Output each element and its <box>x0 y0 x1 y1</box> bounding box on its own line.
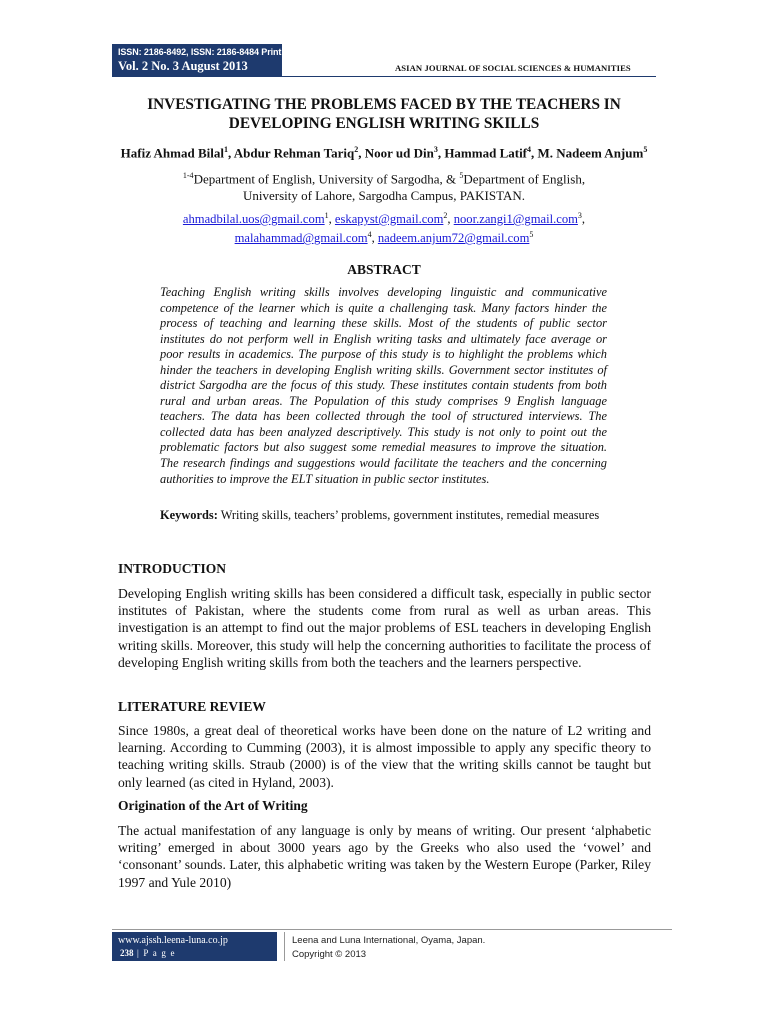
footer-separator <box>284 932 285 961</box>
keywords <box>160 507 607 523</box>
footer-publisher: Leena and Luna International, Oyama, Japan. <box>292 935 486 946</box>
footer-box <box>112 932 277 961</box>
origination-text: The actual manifestation of any language is only by means of writing. Our present ‘alphabetic writing’ emerged in about 3000 years ago by the Greeks who also used the ‘vowel’ and ‘consonant’ sounds. Later, this alphabetic writing was taken by the Western Europe (Parker, Riley 1997 and Yule 2010) <box>118 823 651 890</box>
abstract-heading: ABSTRACT <box>347 262 421 277</box>
keywords-text: Writing skills, teachers’ problems, government institutes, remedial measures <box>220 508 600 522</box>
author-sup: 4 <box>527 145 532 154</box>
author-name: Hammad Latif <box>444 145 528 161</box>
introduction-text: Developing English writing skills has been considered a difficult task, especially in public sector institutes of Pakistan, where the students come from rural as well as urban areas. This investigation is an attempt to find out the major problems of ESL teachers in developing English writing skills. Moreover, this study will help the concerning authorities to facilitate the process of developing English writing skills from both the teachers and the learners perspective. <box>118 586 651 670</box>
author-emails: ahmadbilal.uos@gmail.com$^1$, eskapyst@gmail.com$^2$, noor.zangi1@gmail.com$^3$, malahammad@gmail.com$^4$, nadeem.anjum72@gmail.com$^5$ <box>182 211 586 246</box>
email-link[interactable]: malahammad@gmail.com <box>234 231 368 246</box>
email-sup: 2 <box>443 211 448 220</box>
author-sup: 2 <box>354 145 359 154</box>
affiliation-line-2: University of Lahore, Sargodha Campus, PAKISTAN. <box>242 188 526 204</box>
author-name: Hafiz Ahmad Bilal <box>120 145 224 161</box>
email-sup: 5 <box>529 230 534 240</box>
journal-header-box <box>112 44 282 76</box>
volume-text: Vol. 2 No. 3 August 2013 <box>118 59 248 73</box>
email-link[interactable]: nadeem.anjum72@gmail.com <box>377 231 530 246</box>
affiliation <box>112 167 656 204</box>
page-label: | P a g e <box>136 948 176 958</box>
affiliation-line-1 <box>112 167 656 187</box>
email-sup: 4 <box>367 230 372 240</box>
affiliation-part-1: Department of English, University of Sargodha, & <box>193 171 460 187</box>
header-divider <box>112 76 656 77</box>
literature-review-heading: LITERATURE REVIEW <box>118 699 266 714</box>
literature-review-text: Since 1980s, a great deal of theoretical works have been done on the nature of L2 writing and learning. According to Cumming (2003), it is almost impossible to apply any specific theory to teaching writing skills. Straub (2000) is of the view that the writing skills cannot be taught but only learned (as cited in Hyland, 2003). <box>118 723 651 790</box>
footer-url[interactable]: www.ajssh.leena-luna.co.jp <box>118 935 228 946</box>
origination-heading: Origination of the Art of Writing <box>118 798 308 813</box>
author-list: Hafiz Ahmad Bilal$^1$, Abdur Rehman Tariq$^2$, Noor ud Din$^3$, Hammad Latif$^4$, M. Nadeem Anjum$^5$ <box>120 145 648 161</box>
introduction-heading: INTRODUCTION <box>118 561 227 576</box>
abstract-text: Teaching English writing skills involves developing linguistic and communicative competence of the learner which is quite a challenging task. Many factors hinder the process of teaching and learning these skills. Most of the students of public sector institutes do not perform well in English writing tasks and ultimately face average or poor results in academics. The purpose of this study is to highlight the problems which hinder the teachers in developing English writing skills. Government sector institutes of district Sargodha are the focus of this study. These institutes contain students from both rural and urban areas. The Population of this study comprises 9 English language teachers. The data has been collected through the tool of structured interviews. The collected data has been analyzed descriptively. This study is not only to point out the problematic factors but also suggest some remedial measures to improve the situation. The research findings and suggestions would facilitate the teachers and the concerning authorities to improve the ELT situation in public sector institutes. <box>160 285 607 486</box>
email-sup: 3 <box>577 211 582 220</box>
author-sup: 5 <box>643 145 648 154</box>
footer-publisher-block <box>292 934 485 962</box>
keywords-label: Keywords: <box>160 508 218 522</box>
author-name: Abdur Rehman Tariq <box>233 145 355 161</box>
author-name: M. Nadeem Anjum <box>537 145 644 161</box>
page-number <box>120 948 176 958</box>
author-sup: 1 <box>223 145 228 154</box>
journal-name: ASIAN JOURNAL OF SOCIAL SCIENCES & HUMANITIES <box>395 63 631 73</box>
email-link[interactable]: ahmadbilal.uos@gmail.com <box>182 212 325 227</box>
author-name: Noor ud Din <box>364 145 434 161</box>
issn-text: ISSN: 2186-8492, ISSN: 2186-8484 Print <box>118 47 282 57</box>
footer-divider <box>112 929 672 930</box>
footer-copyright: Copyright © 2013 <box>292 949 367 960</box>
email-link[interactable]: noor.zangi1@gmail.com <box>453 212 578 227</box>
paper-title-line-2: DEVELOPING ENGLISH WRITING SKILLS <box>228 115 540 132</box>
paper-title-line-1: INVESTIGATING THE PROBLEMS FACED BY THE TEACHERS IN <box>147 96 621 113</box>
paper-title <box>112 95 656 133</box>
email-sup: 1 <box>324 211 329 220</box>
affiliation-part-2: Department of English, <box>463 171 586 187</box>
author-sup: 3 <box>433 145 438 154</box>
page-number-value: 238 <box>120 948 134 958</box>
affiliation-sup: 5 <box>459 171 464 180</box>
email-link[interactable]: eskapyst@gmail.com <box>334 212 444 227</box>
affiliation-sup: 1-4 <box>182 171 194 180</box>
